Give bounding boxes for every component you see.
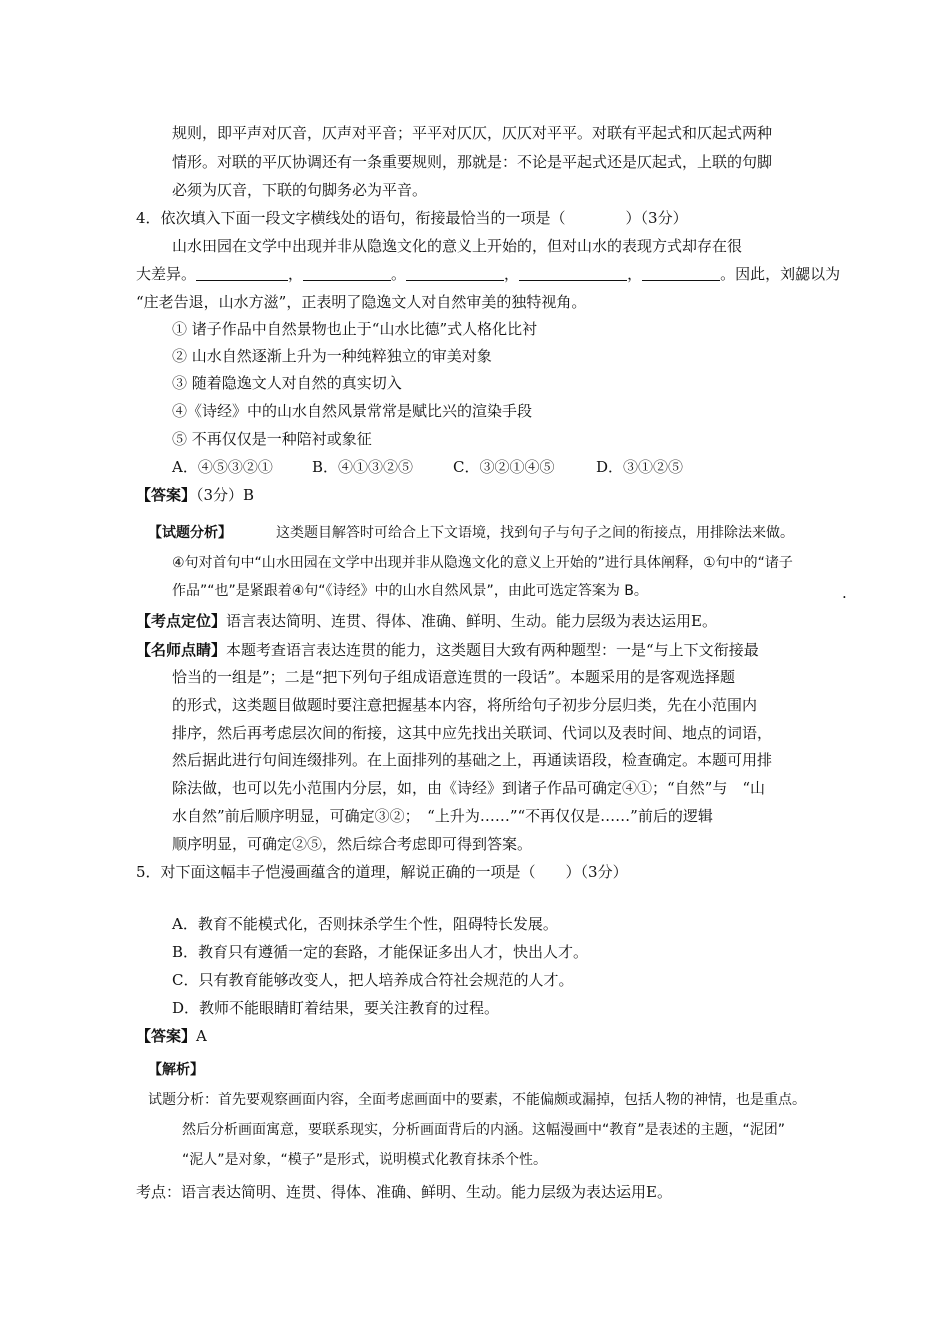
q4-passage-line-1: 山水田园在文学中出现并非从隐逸文化的意义上开始的，但对山水的表现方式却存在很 bbox=[172, 237, 743, 255]
q5-kaodian: 考点：语言表达简明、连贯、得体、准确、鲜明、生动。能力层级为表达运用E。 bbox=[136, 1183, 672, 1201]
q4-stem: 4．依次填入下面一段文字横线处的语句，衔接最恰当的一项是（ ）（3分） bbox=[136, 209, 688, 227]
q5-option-a: A．教育不能模式化，否则抹杀学生个性，阻碍特长发展。 bbox=[172, 915, 558, 933]
separator-comma: ， bbox=[288, 265, 304, 283]
q4-option-a: A．④⑤③②① bbox=[172, 458, 273, 476]
q4-passage-line-2 bbox=[136, 264, 840, 284]
q4-mingshi-line-1 bbox=[136, 640, 759, 660]
stray-mark: . bbox=[842, 584, 847, 602]
q4-mingshi-line-3: 的形式，这类题目做题时要注意把握基本内容，将所给句子初步分层归类，先在小范围内 bbox=[172, 696, 758, 714]
kaodian-label: 【考点定位】 bbox=[136, 612, 227, 630]
blank-4 bbox=[519, 266, 627, 281]
kaodian-text: 语言表达简明、连贯、得体、准确、鲜明、生动。能力层级为表达运用E。 bbox=[226, 612, 717, 630]
q4-mingshi-line-5: 然后据此进行句间连缀排列。在上面排列的基础之上，再通读语段，检查确定。本题可用排 bbox=[172, 751, 773, 769]
q4-passage-continue: 。因此，刘勰以为 bbox=[720, 265, 841, 283]
q4-analysis-line-2: ④句对首句中“山水田园在文学中出现并非从隐逸文化的意义上开始的”进行具体阐释，①句中的“诸子 bbox=[172, 555, 793, 571]
q4-answer bbox=[136, 485, 254, 505]
q4-kaodian bbox=[136, 611, 717, 631]
answer-label: 【答案】 bbox=[136, 486, 197, 504]
analysis-label: 【试题分析】 bbox=[148, 525, 232, 541]
answer-value: （3分）B bbox=[196, 486, 255, 504]
q4-mingshi-line-7: 水自然”前后顺序明显，可确定③②； “上升为……”“不再仅仅是……”前后的逻辑 bbox=[172, 807, 713, 825]
analysis-text: 这类题目解答时可给合上下文语境，找到句子与句子之间的衔接点，用排除法来做。 bbox=[276, 525, 794, 541]
separator-comma: ， bbox=[504, 265, 520, 283]
separator-period: 。 bbox=[391, 265, 407, 283]
q5-stem: 5．对下面这幅丰子恺漫画蕴含的道理，解说正确的一项是（ ）（3分） bbox=[136, 863, 628, 881]
q4-item-3: ③ 随着隐逸文人对自然的真实切入 bbox=[172, 374, 402, 392]
q4-passage-start: 大差异。 bbox=[136, 265, 197, 283]
q5-option-b: B．教育只有遵循一定的套路，才能保证多出人才，快出人才。 bbox=[172, 943, 589, 961]
q4-analysis-line-1 bbox=[148, 523, 794, 543]
q5-jiexi-label: 【解析】 bbox=[148, 1062, 204, 1078]
intro-line-3: 必须为仄音，下联的句脚务必为平音。 bbox=[172, 181, 428, 199]
q5-analysis-line-2: 然后分析画面寓意，要联系现实，分析画面背后的内涵。这幅漫画中“教育”是表述的主题，“泥团” bbox=[182, 1122, 786, 1138]
q4-option-c: C．③②①④⑤ bbox=[453, 458, 555, 476]
q5-option-d: D．教师不能眼睛盯着结果，要关注教育的过程。 bbox=[172, 999, 500, 1017]
answer-value: A bbox=[196, 1027, 207, 1045]
q4-item-4: ④《诗经》中的山水自然风景常常是赋比兴的渲染手段 bbox=[172, 402, 533, 420]
q5-answer bbox=[136, 1026, 207, 1046]
q5-option-c: C．只有教育能够改变人，把人培养成合符社会规范的人才。 bbox=[172, 971, 574, 989]
q4-passage-line-3: “庄老告退，山水方滋”，正表明了隐逸文人对自然审美的独特视角。 bbox=[136, 293, 587, 311]
blank-5 bbox=[642, 266, 720, 281]
separator-comma: ， bbox=[627, 265, 643, 283]
q4-item-1: ① 诸子作品中自然景物也止于“山水比德”式人格化比衬 bbox=[172, 320, 538, 338]
q5-analysis-line-3: “泥人”是对象，“模子”是形式，说明模式化教育抹杀个性。 bbox=[182, 1152, 548, 1168]
q4-mingshi-line-2: 恰当的一组是”；二是“把下列句子组成语意连贯的一段话”。本题采用的是客观选择题 bbox=[172, 668, 736, 686]
q4-item-2: ② 山水自然逐渐上升为一种纯粹独立的审美对象 bbox=[172, 347, 492, 365]
q4-option-b: B．④①③②⑤ bbox=[312, 458, 414, 476]
q4-option-d: D．③①②⑤ bbox=[596, 458, 684, 476]
q4-analysis-line-3: 作品”“也”是紧跟着④句“《诗经》中的山水自然风景”，由此可选定答案为 B。 bbox=[172, 583, 648, 599]
blank-2 bbox=[303, 266, 391, 281]
mingshi-text: 本题考查语言表达连贯的能力，这类题目大致有两种题型：一是“与上下文衔接最 bbox=[226, 641, 759, 659]
blank-3 bbox=[406, 266, 504, 281]
intro-line-2: 情形。对联的平仄协调还有一条重要规则，那就是：不论是平起式还是仄起式，上联的句脚 bbox=[172, 153, 773, 171]
q4-mingshi-line-4: 排序，然后再考虑层次间的衔接，这其中应先找出关联词、代词以及表时间、地点的词语， bbox=[172, 724, 773, 742]
blank-1 bbox=[196, 266, 288, 281]
q4-mingshi-line-6: 除法做，也可以先小范围内分层，如，由《诗经》到诸子作品可确定④①；“自然”与 “山 bbox=[172, 779, 766, 797]
intro-line-1: 规则，即平声对仄音，仄声对平音；平平对仄仄，仄仄对平平。对联有平起式和仄起式两种 bbox=[172, 124, 773, 142]
q4-mingshi-line-8: 顺序明显，可确定②⑤，然后综合考虑即可得到答案。 bbox=[172, 835, 533, 853]
answer-label: 【答案】 bbox=[136, 1027, 197, 1045]
mingshi-label: 【名师点睛】 bbox=[136, 641, 227, 659]
q5-analysis-line-1: 试题分析：首先要观察画面内容，全面考虑画面中的要素，不能偏颇或漏掉，包括人物的神情，也是重点。 bbox=[148, 1092, 806, 1108]
q4-item-5: ⑤ 不再仅仅是一种陪衬或象征 bbox=[172, 430, 372, 448]
